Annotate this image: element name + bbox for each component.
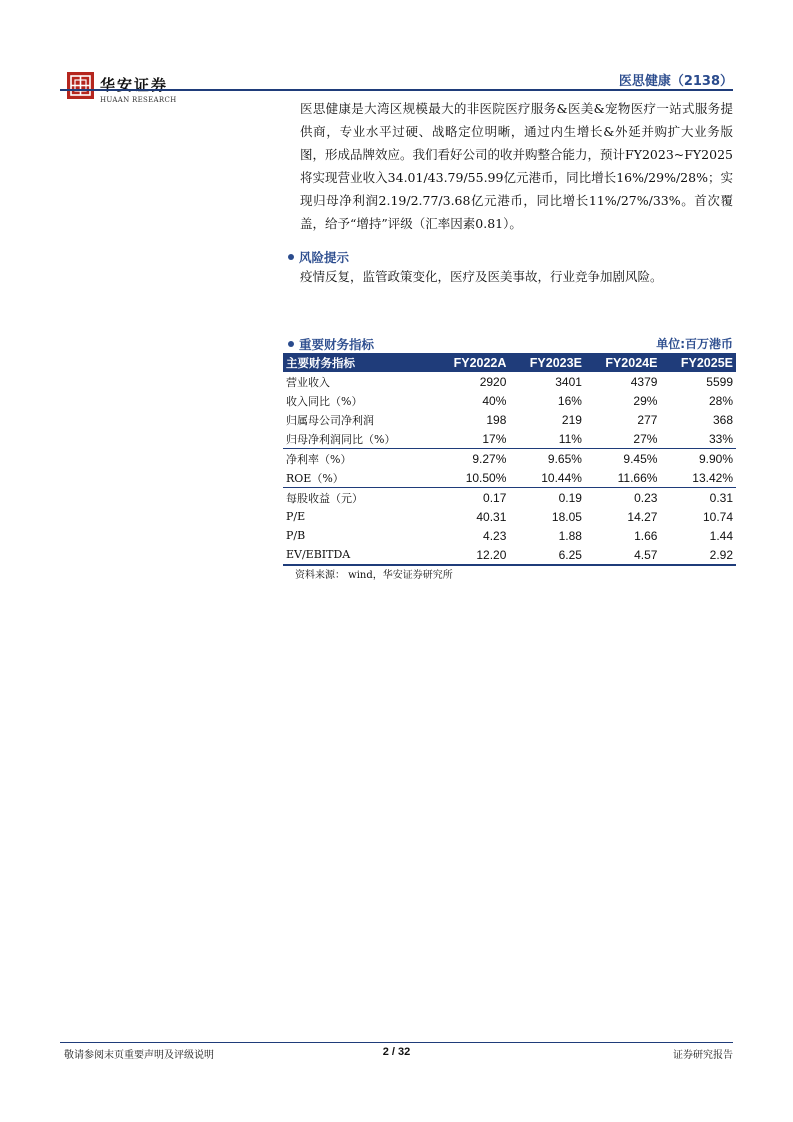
table-cell: 9.90% xyxy=(698,451,733,466)
table-cell: 2920 xyxy=(479,374,507,389)
header-divider xyxy=(60,89,733,91)
row-label: ROE（%） xyxy=(283,468,433,488)
table-source-note: 资料来源： wind，华安证券研究所 xyxy=(295,570,453,581)
logo-emblem-icon xyxy=(67,72,94,99)
table-cell: 6.25 xyxy=(509,545,585,565)
table-cell: 277 xyxy=(637,412,658,427)
table-cell: 17% xyxy=(433,429,509,449)
logo-text-cn: 华安证券 xyxy=(100,76,169,94)
table-header-row xyxy=(283,353,736,372)
table-row xyxy=(283,391,736,410)
table-cell: 40% xyxy=(482,393,507,408)
row-label: 收入同比（%） xyxy=(286,394,363,408)
table-cell: 11.66% xyxy=(585,468,661,488)
table-cell: 368 xyxy=(712,412,733,427)
header-cell: FY2025E xyxy=(660,353,736,372)
header-cell: 主要财务指标 xyxy=(283,353,433,372)
row-label: 净利率（%） xyxy=(286,452,352,466)
table-cell: 5599 xyxy=(706,374,733,389)
table-cell: 0.19 xyxy=(558,490,582,505)
row-label: 每股收益（元） xyxy=(286,491,363,505)
risk-title-text: 风险提示 xyxy=(299,250,350,265)
table-row xyxy=(283,449,736,469)
table-cell: 4.57 xyxy=(585,545,661,565)
table-row xyxy=(283,507,736,526)
table-row xyxy=(283,488,736,508)
table-cell: 29% xyxy=(633,393,658,408)
row-label: 营业收入 xyxy=(286,375,330,389)
table-row xyxy=(283,526,736,545)
table-cell: 13.42% xyxy=(660,468,736,488)
header-cell: FY2023E xyxy=(509,353,585,372)
table-row xyxy=(283,410,736,429)
row-label: EV/EBITDA xyxy=(283,545,433,565)
table-cell: 2.92 xyxy=(660,545,736,565)
table-cell: 18.05 xyxy=(551,509,582,524)
table-cell: 27% xyxy=(585,429,661,449)
table-cell: 0.23 xyxy=(634,490,658,505)
table-cell: 11% xyxy=(509,429,585,449)
table-cell: 3401 xyxy=(555,374,582,389)
header-cell: FY2022A xyxy=(433,353,509,372)
table-cell: 219 xyxy=(561,412,582,427)
table-cell: 9.65% xyxy=(547,451,582,466)
bullet-dot-icon xyxy=(288,254,294,260)
summary-paragraph: 医思健康是大湾区规模最大的非医院医疗服务&医美&宠物医疗一站式服务提供商，专业水平过硬、战略定位明晰，通过内生增长&外延并购扩大业务版图，形成品牌效应。我们看好公司的收并购整合能力，预计FY2023~FY2025将实现营业收入34.01/43.79/55.99亿元港币，同比增长16%/29%/28%；实现归母净利润2.19/2.77/3.68亿元港币，同比增长11%/27%/33%。首次覆盖，给予“增持”评级（汇率因素0.81）。 xyxy=(300,101,733,231)
row-label: 归母净利润同比（%） xyxy=(283,429,433,449)
page-number: 2 / 32 xyxy=(382,1046,411,1058)
row-label: 归属母公司净利润 xyxy=(286,413,374,427)
table-cell: 10.50% xyxy=(433,468,509,488)
table-cell: 12.20 xyxy=(433,545,509,565)
table-cell: 4379 xyxy=(630,374,658,389)
table-cell: 28% xyxy=(708,393,733,408)
row-label: P/B xyxy=(286,529,306,542)
report-header-title: 医思健康（2138） xyxy=(618,74,733,89)
table-cell: 4.23 xyxy=(483,528,507,543)
table-cell: 1.66 xyxy=(634,528,658,543)
header-cell: FY2024E xyxy=(585,353,661,372)
table-cell: 0.17 xyxy=(483,490,507,505)
table-cell: 16% xyxy=(557,393,582,408)
table-cell: 9.45% xyxy=(623,451,658,466)
table-cell: 1.44 xyxy=(709,528,733,543)
row-label: P/E xyxy=(286,510,306,523)
table-cell: 40.31 xyxy=(476,509,507,524)
financials-title-text: 重要财务指标 xyxy=(299,337,375,352)
table-row xyxy=(283,468,736,488)
risk-text: 疫情反复，监管政策变化，医疗及医美事故，行业竞争加剧风险。 xyxy=(300,269,663,284)
logo-text-en: HUAAN RESEARCH xyxy=(100,96,177,104)
table-cell: 0.31 xyxy=(709,490,733,505)
table-cell: 1.88 xyxy=(558,528,582,543)
bullet-dot-icon xyxy=(288,341,294,347)
table-cell: 10.74 xyxy=(702,509,733,524)
risk-section-title xyxy=(288,248,349,266)
table-cell: 9.27% xyxy=(472,451,507,466)
table-cell: 14.27 xyxy=(627,509,658,524)
financials-section-title xyxy=(288,335,374,353)
table-cell: 33% xyxy=(660,429,736,449)
table-row xyxy=(283,545,736,565)
table-cell: 198 xyxy=(486,412,507,427)
table-row xyxy=(283,429,736,449)
footer-divider xyxy=(60,1042,733,1043)
financial-table xyxy=(283,353,736,566)
table-cell: 10.44% xyxy=(509,468,585,488)
footer-report-type: 证券研究报告 xyxy=(673,1050,733,1061)
unit-label: 单位:百万港币 xyxy=(656,337,733,351)
footer-disclaimer: 敬请参阅末页重要声明及评级说明 xyxy=(64,1050,214,1061)
table-row xyxy=(283,372,736,391)
